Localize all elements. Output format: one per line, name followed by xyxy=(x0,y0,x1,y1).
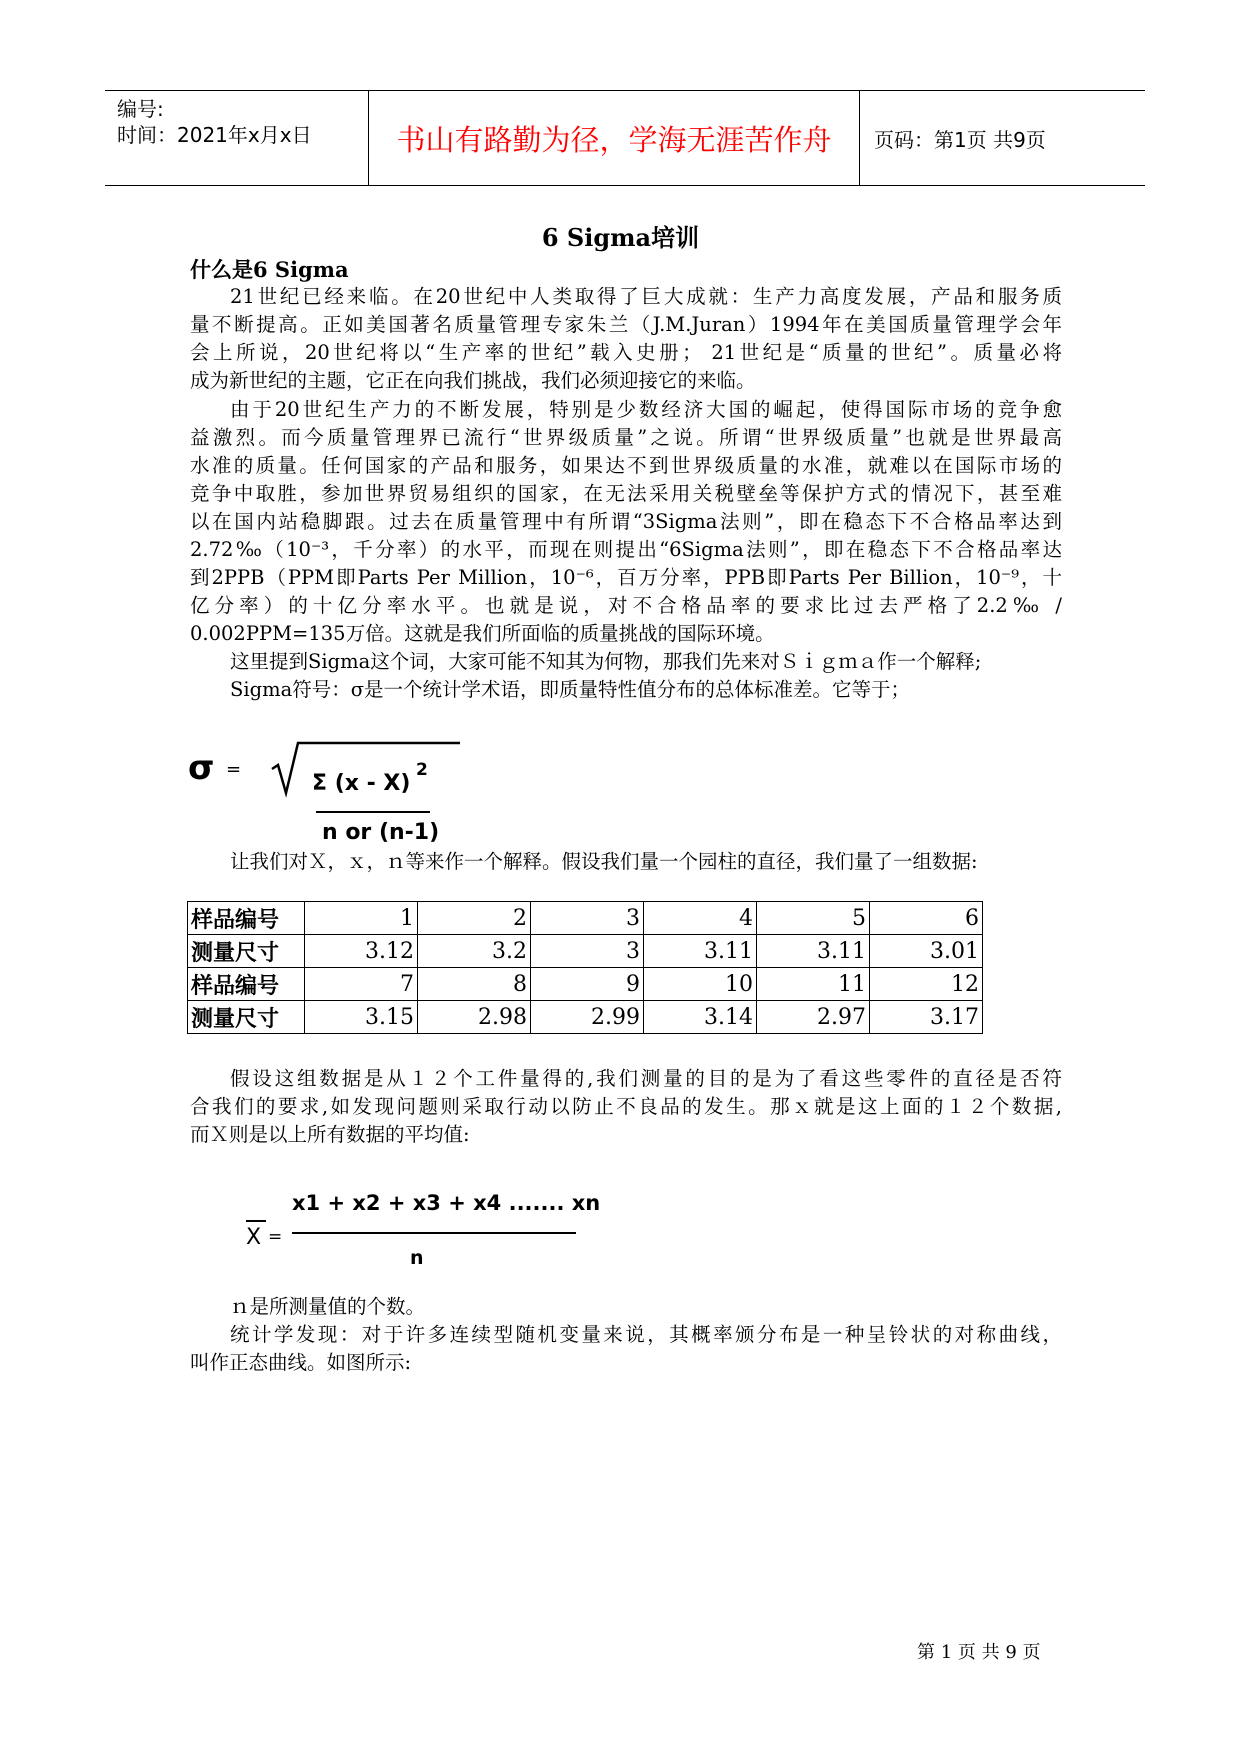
text-line: 统计学发现：对于许多连续型随机变量来说，其概率颁分布是一种呈铃状的对称曲线， xyxy=(230,1323,1062,1346)
mean-numerator: x1 + x2 + x3 + x4 ....... xn xyxy=(292,1191,600,1215)
table-row-label: 样品编号 xyxy=(188,968,305,1001)
table-row xyxy=(188,1001,983,1034)
mean-denominator: n xyxy=(410,1247,424,1269)
table-cell: 9 xyxy=(531,968,644,1001)
formula-mean-symbol: X xyxy=(246,1225,262,1250)
table-cell: 2.99 xyxy=(531,1001,644,1034)
text-line: 合我们的要求,如发现问题则采取行动以防止不良品的发生。那ｘ就是这上面的１２个数据, xyxy=(190,1095,1062,1118)
text-line: 到2PPB（PPM即Parts Per Million，10⁻⁶，百万分率，PPB即Parts Per Billion，10⁻⁹，十 xyxy=(190,566,1062,589)
table-cell: 4 xyxy=(644,902,757,935)
section-heading: 什么是6 Sigma xyxy=(190,257,349,282)
text-line: 会上所说，20世纪将以“生产率的世纪”载入史册； 21世纪是“质量的世纪”。质量必将 xyxy=(190,341,1062,364)
table-cell: 6 xyxy=(870,902,983,935)
paragraph-world-class-quality xyxy=(190,396,1062,648)
text-line: ｎ是所测量值的个数。 xyxy=(230,1295,426,1318)
table-row xyxy=(188,935,983,968)
table-cell: 3.2 xyxy=(418,935,531,968)
table-cell: 3 xyxy=(531,935,644,968)
mean-formula-graphic xyxy=(240,1180,600,1280)
table-row-label: 测量尺寸 xyxy=(188,1001,305,1034)
paragraph-data-meaning xyxy=(190,1065,1062,1149)
text-line: 益激烈。而今质量管理界已流行“世界级质量”之说。所谓“世界级质量”也就是世界最高 xyxy=(190,426,1062,449)
header-meta-cell xyxy=(105,91,369,185)
mean-formula xyxy=(240,1180,600,1284)
table-cell: 11 xyxy=(757,968,870,1001)
formula-numerator: Σ (x - X) xyxy=(312,771,411,796)
sigma-formula-graphic xyxy=(180,735,480,850)
text-line: 2.72‰（10⁻³，千分率）的水平，而现在则提出“6Sigma法则”，即在稳态下不合格品率达 xyxy=(190,538,1062,561)
header-motto: 书山有路勤为径，学海无涯苦作舟 xyxy=(369,91,860,185)
table-cell: 3.12 xyxy=(305,935,418,968)
table-cell: 3.14 xyxy=(644,1001,757,1034)
text-line: 让我们对Ｘ，ｘ，ｎ等来作一个解释。假设我们量一个园柱的直径，我们量了一组数据: xyxy=(230,850,978,873)
table-cell: 8 xyxy=(418,968,531,1001)
formula-equals: = xyxy=(268,1227,283,1247)
text-line: 成为新世纪的主题，它正在向我们挑战，我们必须迎接它的来临。 xyxy=(190,369,756,392)
paragraph-explanation xyxy=(190,848,1062,876)
table-cell: 3.17 xyxy=(870,1001,983,1034)
text-line: 假设这组数据是从１２个工件量得的,我们测量的目的是为了看这些零件的直径是否符 xyxy=(230,1067,1062,1090)
text-line: 这里提到Sigma这个词，大家可能不知其为何物，那我们先来对Ｓｉｇｍａ作一个解释; xyxy=(230,650,982,673)
table-row-label: 样品编号 xyxy=(188,902,305,935)
text-line: 以在国内站稳脚跟。过去在质量管理中有所谓“3Sigma法则”，即在稳态下不合格品率达到 xyxy=(190,510,1062,533)
formula-denominator: n or (n-1) xyxy=(322,820,440,845)
measurement-table xyxy=(187,901,983,1034)
table-cell: 3.15 xyxy=(305,1001,418,1034)
sigma-formula xyxy=(180,735,480,854)
table-row xyxy=(188,968,983,1001)
text-line: 而Ｘ则是以上所有数据的平均值: xyxy=(190,1123,470,1146)
text-line: 量不断提高。正如美国著名质量管理专家朱兰（J.M.Juran）1994年在美国质量管理学会年 xyxy=(190,313,1062,336)
formula-equals: = xyxy=(226,759,242,780)
page-header xyxy=(105,90,1145,186)
table-row-label: 测量尺寸 xyxy=(188,935,305,968)
header-page-label: 页码：第1页 共9页 xyxy=(874,127,1046,152)
page-footer: 第 1 页 共 9 页 xyxy=(917,1642,1041,1663)
paragraph-intro xyxy=(190,283,1062,395)
text-line: 竞争中取胜，参加世界贸易组织的国家，在无法采用关税壁垒等保护方式的情况下，甚至难 xyxy=(190,482,1062,505)
text-line: 0.002PPM=135万倍。这就是我们所面临的质量挑战的国际环境。 xyxy=(190,622,775,645)
formula-exponent: 2 xyxy=(416,760,428,780)
paragraph-n-definition xyxy=(190,1293,1062,1377)
text-line: 由于20世纪生产力的不断发展，特别是少数经济大国的崛起，使得国际市场的竞争愈 xyxy=(230,398,1062,421)
document-time-label: 时间：2021年x月x日 xyxy=(117,123,312,147)
table-cell: 3 xyxy=(531,902,644,935)
text-line: 叫作正态曲线。如图所示: xyxy=(190,1351,412,1374)
table-cell: 3.11 xyxy=(757,935,870,968)
text-line: 亿分率）的十亿分率水平。也就是说，对不合格品率的要求比过去严格了2.2‰ / xyxy=(190,594,1062,617)
paragraph-sigma-intro xyxy=(190,648,1062,704)
table-cell: 2.97 xyxy=(757,1001,870,1034)
table-row xyxy=(188,902,983,935)
table-cell: 3.11 xyxy=(644,935,757,968)
table-cell: 2.98 xyxy=(418,1001,531,1034)
text-line: 21世纪已经来临。在20世纪中人类取得了巨大成就：生产力高度发展，产品和服务质 xyxy=(230,285,1062,308)
document-title: 6 Sigma培训 xyxy=(541,223,700,252)
text-line: 水准的质量。任何国家的产品和服务，如果达不到世界级质量的水准，就难以在国际市场的 xyxy=(190,454,1062,477)
table-cell: 1 xyxy=(305,902,418,935)
document-number-label: 编号: xyxy=(117,97,164,121)
text-line: Sigma符号：σ是一个统计学术语，即质量特性值分布的总体标准差。它等于； xyxy=(230,678,911,701)
formula-sigma-symbol: σ xyxy=(188,748,215,788)
table-cell: 10 xyxy=(644,968,757,1001)
table-cell: 5 xyxy=(757,902,870,935)
table-cell: 7 xyxy=(305,968,418,1001)
table-cell: 3.01 xyxy=(870,935,983,968)
table-cell: 2 xyxy=(418,902,531,935)
table-cell: 12 xyxy=(870,968,983,1001)
